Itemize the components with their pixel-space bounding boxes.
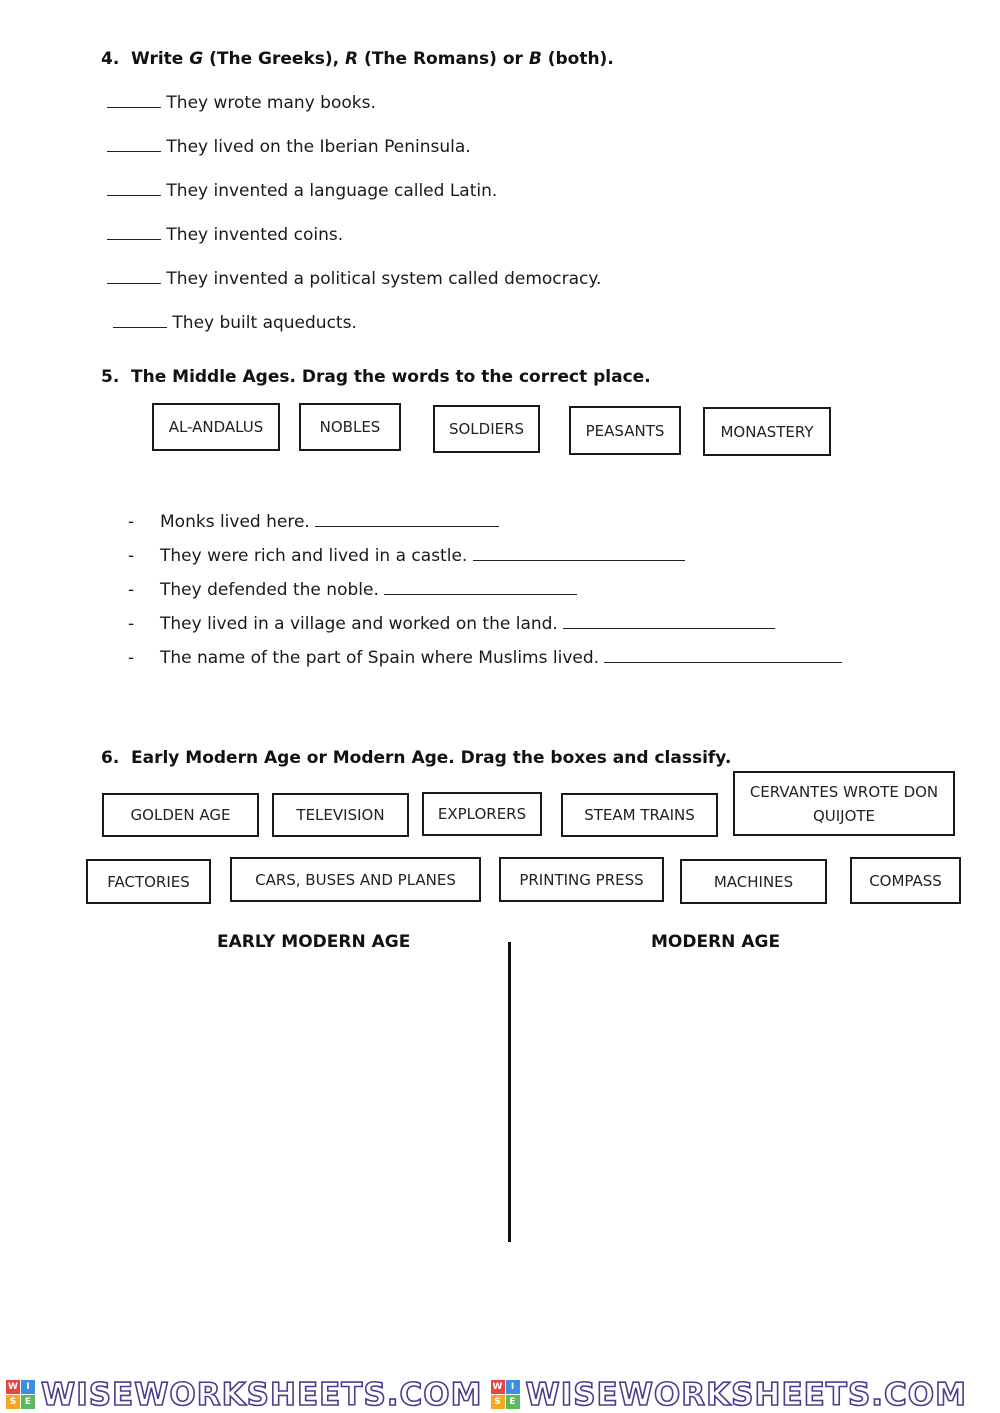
question-5-heading — [101, 367, 651, 387]
q4-title-part: Write — [131, 49, 190, 69]
q4-title-letter-b: B — [528, 49, 542, 69]
q5-item-text: They lived in a village and worked on the land. — [160, 614, 558, 634]
answer-blank[interactable] — [107, 224, 161, 240]
drop-zone-early-modern-age[interactable] — [60, 965, 500, 1245]
q5-item-1 — [128, 511, 499, 532]
brand-tile-icon — [6, 1380, 35, 1409]
word-box-soldiers[interactable]: SOLDIERS — [433, 405, 540, 453]
word-box-peasants[interactable]: PEASANTS — [569, 406, 681, 455]
classify-box-factories[interactable]: FACTORIES — [86, 859, 211, 904]
tile-letter: S — [6, 1395, 20, 1409]
q4-item-2 — [107, 136, 471, 157]
bullet-dash: - — [128, 512, 135, 532]
q5-item-text: They defended the noble. — [160, 580, 379, 600]
q4-item-text: They invented a language called Latin. — [166, 181, 498, 201]
q4-item-6 — [113, 312, 357, 333]
bullet-dash: - — [128, 546, 135, 566]
column-divider — [508, 942, 511, 1242]
q4-item-text: They lived on the Iberian Peninsula. — [166, 137, 471, 157]
q4-title-part: (The Greeks), — [203, 49, 346, 69]
classify-box-compass[interactable]: COMPASS — [850, 857, 961, 904]
q4-item-text: They wrote many books. — [166, 93, 376, 113]
q4-item-text: They invented coins. — [166, 225, 344, 245]
classify-box-television[interactable]: TELEVISION — [272, 793, 409, 837]
classify-box-golden-age[interactable]: GOLDEN AGE — [102, 793, 259, 837]
bullet-dash: - — [128, 648, 135, 668]
brand-name: WISEWORKSHEETS.COM — [41, 1376, 483, 1413]
q4-item-1 — [107, 92, 376, 113]
tile-letter: S — [491, 1395, 505, 1409]
question-number: 6. — [101, 748, 120, 768]
answer-blank[interactable] — [107, 180, 161, 196]
brand-logo — [6, 1377, 483, 1413]
footer-watermark — [0, 1376, 1000, 1413]
question-number: 5. — [101, 367, 120, 387]
q6-title: Early Modern Age or Modern Age. Drag the boxes and classify. — [131, 748, 732, 768]
q5-item-5 — [128, 647, 842, 668]
brand-name: WISEWORKSHEETS.COM — [525, 1376, 967, 1413]
tile-letter: E — [21, 1395, 35, 1409]
classify-box-explorers[interactable]: EXPLORERS — [422, 792, 542, 836]
answer-drop-zone[interactable] — [384, 579, 577, 595]
drop-zone-modern-age[interactable] — [520, 965, 960, 1245]
q4-title-letter-g: G — [189, 49, 204, 69]
tile-letter: W — [491, 1380, 505, 1394]
q5-item-text: The name of the part of Spain where Muslims lived. — [160, 648, 600, 668]
classify-box-steam-trains[interactable]: STEAM TRAINS — [561, 793, 718, 837]
answer-drop-zone[interactable] — [563, 613, 775, 629]
q4-item-4 — [107, 224, 343, 245]
q4-title-part: (both). — [541, 49, 614, 69]
column-heading-modern-age: MODERN AGE — [651, 932, 781, 952]
classify-box-printing-press[interactable]: PRINTING PRESS — [499, 857, 664, 902]
q5-item-3 — [128, 579, 577, 600]
question-number: 4. — [101, 49, 120, 69]
word-box-al-andalus[interactable]: AL-ANDALUS — [152, 403, 280, 451]
question-4-heading — [101, 49, 614, 69]
answer-blank[interactable] — [107, 268, 161, 284]
q5-item-text: They were rich and lived in a castle. — [160, 546, 468, 566]
q4-item-3 — [107, 180, 497, 201]
answer-blank[interactable] — [113, 312, 167, 328]
column-heading-early-modern-age: EARLY MODERN AGE — [217, 932, 411, 952]
bullet-dash: - — [128, 614, 135, 634]
q4-item-text: They built aqueducts. — [172, 313, 357, 333]
q4-title-part: (The Romans) or — [358, 49, 529, 69]
brand-logo — [491, 1377, 968, 1413]
answer-blank[interactable] — [107, 136, 161, 152]
tile-letter: W — [6, 1380, 20, 1394]
brand-tile-icon — [491, 1380, 520, 1409]
word-box-monastery[interactable]: MONASTERY — [703, 407, 831, 456]
q5-item-2 — [128, 545, 685, 566]
classify-box-cervantes-don-quijote[interactable]: CERVANTES WROTE DON QUIJOTE — [733, 771, 955, 836]
tile-letter: I — [21, 1380, 35, 1394]
answer-drop-zone[interactable] — [473, 545, 685, 561]
q5-item-text: Monks lived here. — [160, 512, 310, 532]
answer-drop-zone[interactable] — [315, 511, 499, 527]
word-box-nobles[interactable]: NOBLES — [299, 403, 401, 451]
question-6-heading — [101, 748, 731, 768]
tile-letter: I — [506, 1380, 520, 1394]
classify-box-machines[interactable]: MACHINES — [680, 859, 827, 904]
q5-title: The Middle Ages. Drag the words to the correct place. — [131, 367, 651, 387]
bullet-dash: - — [128, 580, 135, 600]
q5-item-4 — [128, 613, 775, 634]
answer-drop-zone[interactable] — [604, 647, 842, 663]
q4-item-5 — [107, 268, 601, 289]
answer-blank[interactable] — [107, 92, 161, 108]
q4-item-text: They invented a political system called democracy. — [166, 269, 602, 289]
tile-letter: E — [506, 1395, 520, 1409]
q4-title-letter-r: R — [345, 49, 359, 69]
classify-box-cars-buses-planes[interactable]: CARS, BUSES AND PLANES — [230, 857, 481, 902]
